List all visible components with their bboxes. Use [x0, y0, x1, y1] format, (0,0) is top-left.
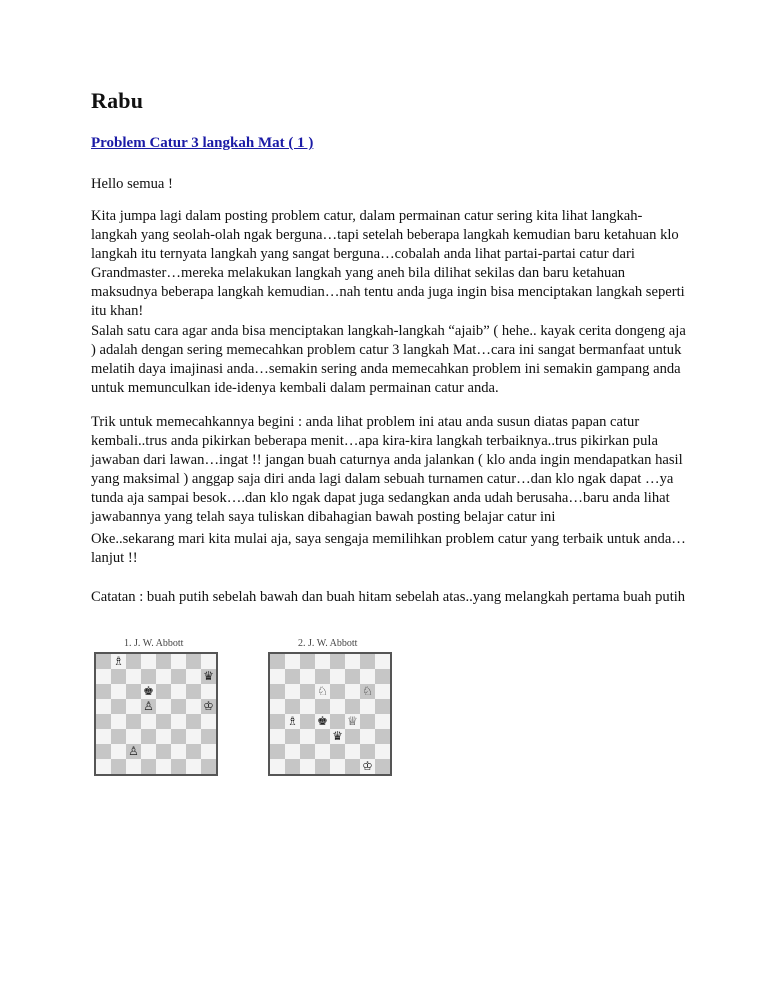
board-square — [201, 714, 216, 729]
board-square — [171, 699, 186, 714]
post-title-link[interactable]: Problem Catur 3 langkah Mat ( 1 ) — [91, 135, 314, 151]
board-square — [270, 699, 285, 714]
board-square — [345, 654, 360, 669]
chess-piece-square: ♚ — [141, 684, 156, 699]
chess-piece-square: ♚ — [315, 714, 330, 729]
board-square — [375, 729, 390, 744]
board-square — [375, 714, 390, 729]
board-square — [330, 714, 345, 729]
chess-piece-square: ♛ — [201, 669, 216, 684]
board-square — [300, 729, 315, 744]
board-square — [186, 654, 201, 669]
board-square — [315, 744, 330, 759]
board-square — [285, 729, 300, 744]
day-heading: Rabu — [91, 88, 144, 113]
board-square — [186, 759, 201, 774]
board-square — [345, 699, 360, 714]
board-square — [270, 654, 285, 669]
board-square — [111, 714, 126, 729]
board-square — [111, 684, 126, 699]
chess-piece-square: ♛ — [330, 729, 345, 744]
board-square — [156, 654, 171, 669]
board-square — [270, 669, 285, 684]
board-square — [126, 729, 141, 744]
board-square — [126, 759, 141, 774]
board-square — [126, 699, 141, 714]
board-square — [285, 699, 300, 714]
board-square — [141, 654, 156, 669]
board-square — [156, 699, 171, 714]
board-square — [171, 729, 186, 744]
paragraph-intro: Kita jumpa lagi dalam posting problem catur, dalam permainan catur sering kita lihat langkah-langkah yang seolah-olah ngak berguna…tapi setelah beberapa langkah kemudian baru ketahuan klo langkah itu ternyata langkah yang sangat berguna…cobalah anda lihat partai-partai catur dari Grandmaster…mereka melakukan langkah yang aneh bila dilihat sekilas dan baru ketahuan maksudnya beberapa langkah kemudian…nah tentu anda juga ingin bisa menciptakan langkah seperti itu khan! — [91, 208, 685, 319]
board-square — [300, 714, 315, 729]
board-square — [111, 759, 126, 774]
board-square — [285, 759, 300, 774]
board-square — [300, 759, 315, 774]
chess-piece-square: ♔ — [201, 699, 216, 714]
board-square — [360, 729, 375, 744]
board-square — [330, 684, 345, 699]
board-square — [111, 699, 126, 714]
board-square — [201, 759, 216, 774]
paragraph-method: Salah satu cara agar anda bisa menciptakan langkah-langkah “ajaib” ( hehe.. kayak cerita dongeng aja ) adalah dengan sering memecahkan problem catur 3 langkah Mat…cara ini sangat bermanfaat untuk melatih daya imajinasi anda…semakin sering anda memecahkan problem ini semakin gampang anda untuk memunculkan ide-idenya kembali dalam permainan catur anda. — [91, 323, 686, 396]
board-square — [156, 744, 171, 759]
chess-problem-2 — [268, 638, 392, 776]
board-square — [360, 669, 375, 684]
board-square — [141, 714, 156, 729]
board-square — [141, 669, 156, 684]
board-square — [300, 744, 315, 759]
board-square — [345, 669, 360, 684]
board-square — [375, 654, 390, 669]
chess-piece-square: ♙ — [126, 744, 141, 759]
board-square — [156, 684, 171, 699]
board-square — [171, 654, 186, 669]
board-square — [141, 759, 156, 774]
board-square — [126, 669, 141, 684]
board-square — [171, 684, 186, 699]
chess-piece-square: ♗ — [111, 654, 126, 669]
board-square — [360, 699, 375, 714]
board-square — [186, 684, 201, 699]
chess-piece-square: ♘ — [315, 684, 330, 699]
paragraph-trick: Trik untuk memecahkannya begini : anda lihat problem ini atau anda susun diatas papan catur kembali..trus anda pikirkan beberapa menit…apa kira-kira langkah terbaiknya..trus pikirkan pula jawaban dari lawan…ingat !! jangan buah caturnya anda jalankan ( klo anda ingin mendapatkan hasil yang maksimal ) anggap saja diri anda lagi dalam sebuah turnamen catur…dan klo ngak dapat …ya tunda aja sampai besok….dan klo ngak dapat juga sedangkan anda udah berusaha…baru anda lihat jawabannya yang telah saya tuliskan dibahagian bawah posting belajar catur ini — [91, 414, 683, 525]
board-square — [156, 714, 171, 729]
board-square — [285, 684, 300, 699]
chess-problem-1 — [94, 638, 218, 776]
board-square — [201, 684, 216, 699]
board-square — [300, 684, 315, 699]
board-square — [96, 669, 111, 684]
board-square — [330, 759, 345, 774]
board-square — [156, 669, 171, 684]
board-square — [96, 759, 111, 774]
board-square — [360, 654, 375, 669]
board-square — [201, 654, 216, 669]
paragraph-note: Catatan : buah putih sebelah bawah dan buah hitam sebelah atas..yang melangkah pertama buah putih — [91, 589, 686, 605]
board-square — [186, 744, 201, 759]
chess-board — [268, 652, 392, 776]
board-square — [201, 729, 216, 744]
board-square — [270, 714, 285, 729]
board-square — [270, 759, 285, 774]
chess-piece-square: ♕ — [345, 714, 360, 729]
board-square — [186, 729, 201, 744]
board-square — [171, 744, 186, 759]
board-square — [156, 759, 171, 774]
board-square — [96, 729, 111, 744]
board-square — [201, 744, 216, 759]
board-square — [96, 684, 111, 699]
board-square — [171, 714, 186, 729]
board-square — [375, 699, 390, 714]
board-square — [270, 744, 285, 759]
board-square — [96, 714, 111, 729]
board-square — [315, 669, 330, 684]
board-square — [111, 729, 126, 744]
board-square — [330, 654, 345, 669]
board-square — [345, 759, 360, 774]
board-square — [285, 669, 300, 684]
board-square — [375, 744, 390, 759]
board-square — [156, 729, 171, 744]
board-square — [171, 669, 186, 684]
board-square — [300, 699, 315, 714]
board-square — [141, 729, 156, 744]
board-square — [126, 714, 141, 729]
board-square — [141, 744, 156, 759]
board-square — [360, 714, 375, 729]
board-square — [270, 684, 285, 699]
board-square — [330, 699, 345, 714]
board-square — [285, 744, 300, 759]
chess-piece-square: ♔ — [360, 759, 375, 774]
board-square — [96, 699, 111, 714]
board-square — [186, 669, 201, 684]
board-square — [300, 669, 315, 684]
board-square — [360, 744, 375, 759]
board-square — [96, 744, 111, 759]
board-square — [345, 744, 360, 759]
chess-board — [94, 652, 218, 776]
paragraph-start: Oke..sekarang mari kita mulai aja, saya sengaja memilihkan problem catur yang terbaik untuk anda…lanjut !! — [91, 531, 686, 566]
board-square — [171, 759, 186, 774]
board-square — [315, 729, 330, 744]
board-square — [330, 744, 345, 759]
board-square — [111, 744, 126, 759]
board-square — [186, 699, 201, 714]
board-square — [126, 684, 141, 699]
board-square — [111, 669, 126, 684]
board-square — [126, 654, 141, 669]
board-square — [375, 684, 390, 699]
board-square — [96, 654, 111, 669]
board-square — [330, 669, 345, 684]
board-square — [315, 699, 330, 714]
board-square — [315, 654, 330, 669]
board-square — [345, 729, 360, 744]
board-square — [375, 759, 390, 774]
board-square — [300, 654, 315, 669]
board-square — [375, 669, 390, 684]
board-square — [285, 654, 300, 669]
board-square — [315, 759, 330, 774]
chess-piece-square: ♗ — [285, 714, 300, 729]
problem-caption: 2. J. W. Abbott — [298, 638, 358, 649]
board-square — [270, 729, 285, 744]
paragraph-greeting: Hello semua ! — [91, 176, 173, 192]
board-square — [186, 714, 201, 729]
board-square — [345, 684, 360, 699]
chess-piece-square: ♙ — [141, 699, 156, 714]
problem-caption: 1. J. W. Abbott — [124, 638, 184, 649]
chess-piece-square: ♘ — [360, 684, 375, 699]
